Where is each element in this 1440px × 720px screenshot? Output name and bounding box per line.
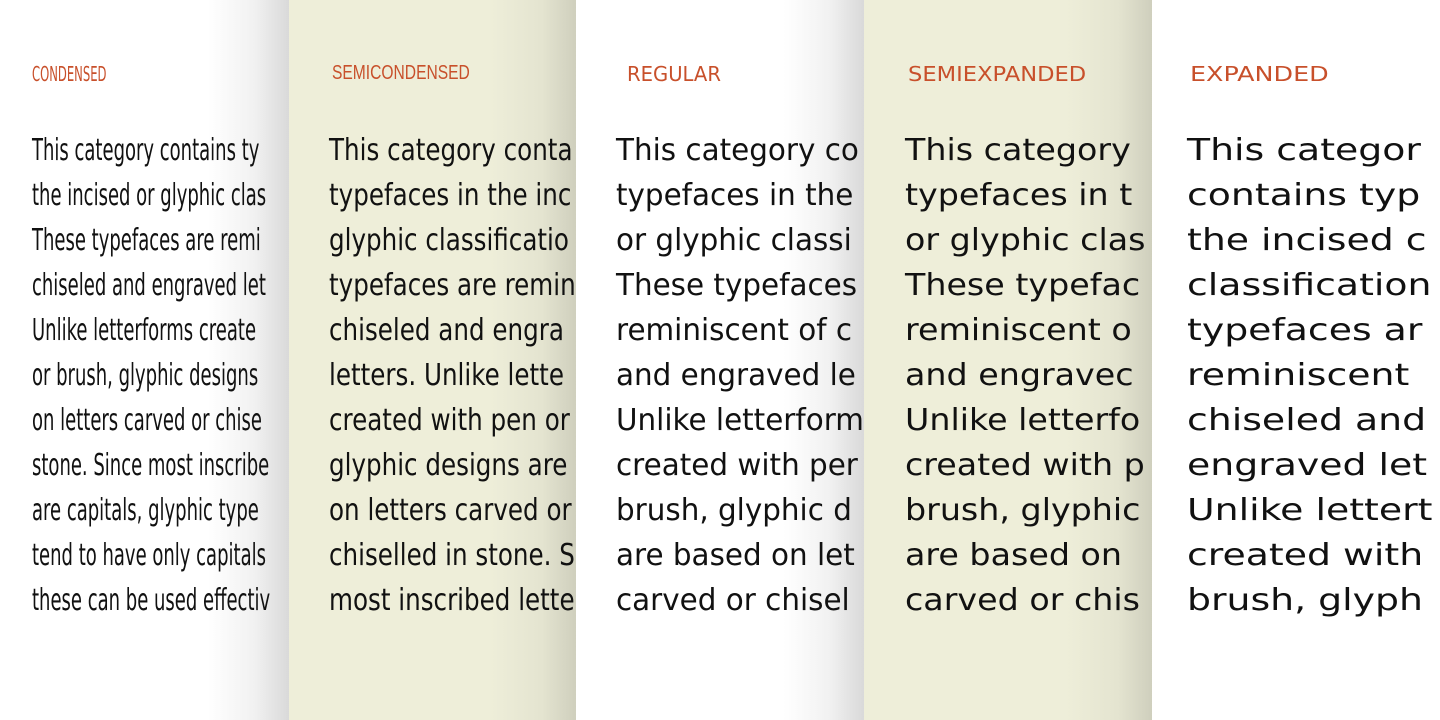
text-line: are based on let [616,538,855,573]
text-line: letters. Unlike lette [329,358,564,393]
width-label: SEMIEXPANDED [908,62,1087,86]
text-line: and engraved le [616,358,856,393]
text-line: brush, glyphic d [616,493,852,528]
text-line: This categor [1187,133,1421,168]
text-line: on letters carved or [329,493,572,528]
text-line: carved or chisel [616,583,850,618]
text-line: contains typ [1187,178,1421,213]
text-line: on letters carved or chise [32,403,263,438]
text-line: These typefac [905,268,1141,303]
panel-condensed [0,0,289,720]
text-line: typefaces in the [616,178,854,213]
text-line: are based on [905,538,1123,573]
sample-paragraph [1187,128,1432,623]
text-line: brush, glyph [1187,583,1423,618]
text-line: created with per [616,448,858,483]
panel-semiexpanded [864,0,1152,720]
panel-regular [576,0,864,720]
text-line: typefaces are remin [329,268,576,303]
text-line: created with [1187,538,1424,573]
text-line: Unlike letterform [616,403,864,438]
text-line: This category co [616,133,859,168]
text-line: These typefaces are remi [32,223,261,258]
text-line: reminiscent [1187,358,1410,393]
text-line: typefaces in t [905,178,1133,213]
text-line: created with p [905,448,1145,483]
text-line: or glyphic clas [905,223,1146,258]
text-line: glyphic classificatio [329,223,569,258]
text-line: brush, glyphic [905,493,1141,528]
text-line: the incised or glyphic clas [32,178,267,213]
text-line: reminiscent of c [616,313,853,348]
text-line: typefaces ar [1187,313,1423,348]
panel-expanded [1152,0,1440,720]
text-line: most inscribed lette [329,583,575,618]
text-line: This category conta [329,133,573,168]
text-line: Unlike letterfo [905,403,1141,438]
text-line: these can be used effectiv [32,583,271,618]
sample-paragraph [329,128,576,623]
sample-paragraph [905,128,1145,623]
text-line: This category [905,133,1131,168]
text-line: typefaces in the inc [329,178,572,213]
text-line: These typefaces [616,268,858,303]
text-line: reminiscent o [905,313,1132,348]
text-line: tend to have only capitals [32,538,266,573]
text-line: chiseled and [1187,403,1427,438]
text-line: or brush, glyphic designs [32,358,259,393]
sample-paragraph [616,128,864,623]
panel-semicondensed [289,0,576,720]
text-line: This category contains ty [32,133,260,168]
text-line: or glyphic classi [616,223,852,258]
text-line: chiseled and engra [329,313,564,348]
width-label: EXPANDED [1190,62,1329,86]
text-line: engraved let [1187,448,1428,483]
text-line: carved or chis [905,583,1140,618]
text-line: stone. Since most inscribe [32,448,270,483]
width-label: CONDENSED [32,62,107,86]
sample-paragraph [32,128,270,623]
text-line: glyphic designs are [329,448,568,483]
width-label: REGULAR [627,62,721,86]
text-line: chiseled and engraved let [32,268,266,303]
width-label: SEMICONDENSED [332,62,470,84]
text-line: the incised c [1187,223,1427,258]
text-line: and engravec [905,358,1134,393]
text-line: Unlike letterforms create [32,313,257,348]
text-line: classification [1187,268,1432,303]
text-line: Unlike lettert [1187,493,1433,528]
text-line: chiselled in stone. S [329,538,575,573]
text-line: created with pen or [329,403,570,438]
text-line: are capitals, glyphic type [32,493,259,528]
